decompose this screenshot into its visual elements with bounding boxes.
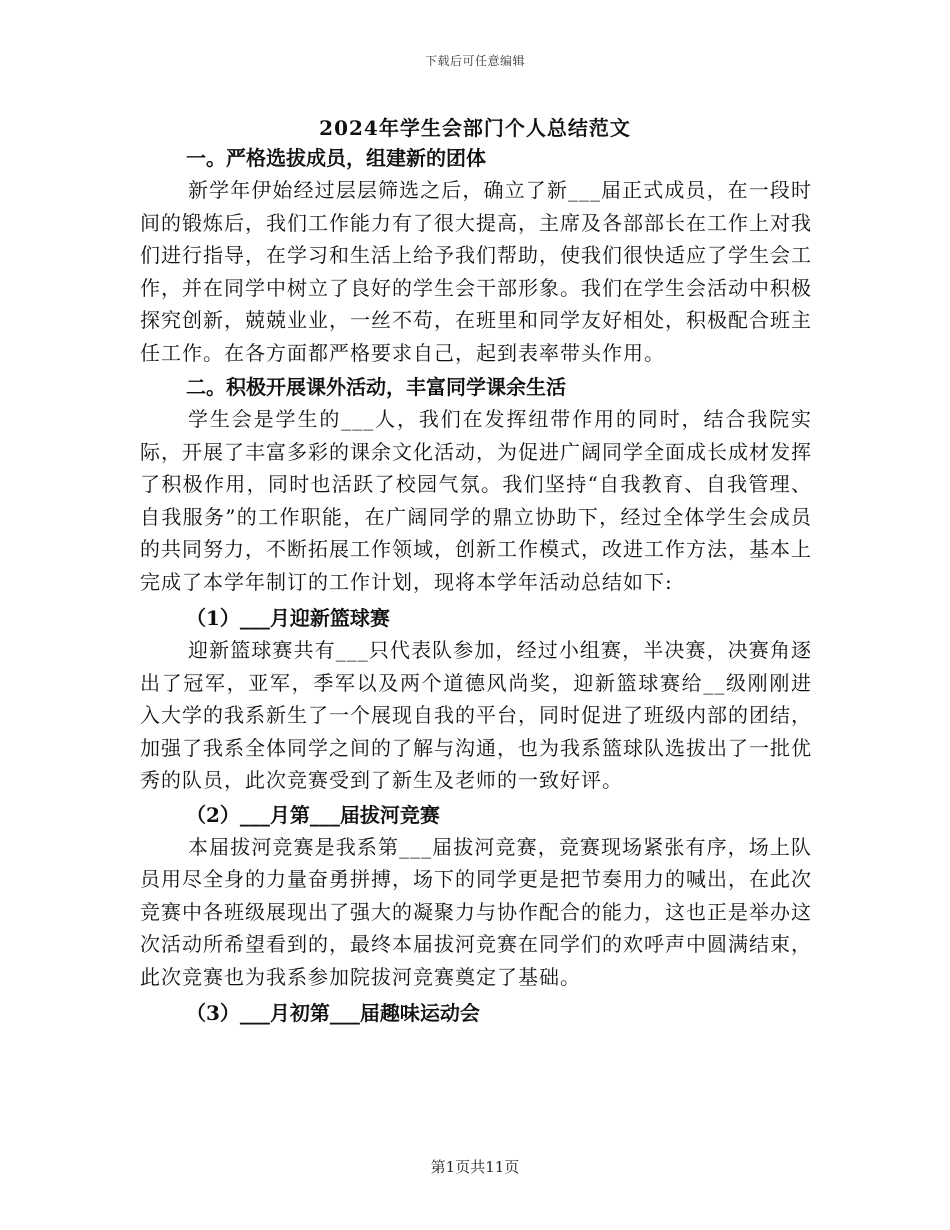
- section-paragraph: 迎新篮球赛共有___只代表队参加，经过小组赛，半决赛，决赛角逐出了冠军，亚军，季军以及两个道德风尚奖，迎新篮球赛给__级刚刚进入大学的我系新生了一个展现自我的平台，同时促进了班级内部的团结，加强了我系全体同学之间的了解与沟通，也为我系篮球队选拔出了一批优秀的队员，此次竞赛受到了新生及老师的一致好评。: [140, 638, 812, 792]
- section-heading: 二。积极开展课外活动，丰富同学课余生活: [186, 375, 566, 399]
- section-heading: （1）___月迎新篮球赛: [186, 606, 390, 630]
- section-heading: （3）___月初第___届趣味运动会: [186, 1001, 480, 1025]
- document-title: 2024年学生会部门个人总结范文: [319, 116, 631, 140]
- section-3: [140, 602, 812, 797]
- header-note: 下载后可任意编辑: [424, 54, 525, 68]
- section-paragraph: 学生会是学生的___人，我们在发挥纽带作用的同时，结合我院实际，开展了丰富多彩的课余文化活动，为促进广阔同学全面成长成材发挥了积极作用，同时也活跃了校园气氛。我们坚持“自我教育、自我管理、自我服务”的工作职能，在广阔同学的鼎立协助下，经过全体学生会成员的共同努力，不断拓展工作领域，创新工作模式，改进工作方法，基本上完成了本学年制订的工作计划，现将本学年活动总结如下:: [140, 407, 812, 594]
- section-2: [140, 371, 812, 598]
- section-paragraph: 新学年伊始经过层层筛选之后，确立了新___届正式成员，在一段时间的锻炼后，我们工作能力有了很大提高，主席及各部部长在工作上对我们进行指导，在学习和生活上给予我们帮助，使我们很快适应了学生会工作，并在同学中树立了良好的学生会干部形象。我们在学生会活动中积极探究创新，兢兢业业，一丝不苟，在班里和同学友好相处，积极配合班主任工作。在各方面都严格要求自己，起到表率带头作用。: [140, 178, 812, 365]
- section-paragraph: 本届拔河竞赛是我系第___届拔河竞赛，竞赛现场紧张有序，场上队员用尽全身的力量奋勇拼搏，场下的同学更是把节奏用力的喊出，在此次竞赛中各班级展现出了强大的凝聚力与协作配合的能力，这也正是举办这次活动所希望看到的，最终本届拔河竞赛在同学们的欢呼声中圆满结束，此次竞赛也为我系参加院拔河竞赛奠定了基础。: [140, 834, 812, 989]
- section-heading: 一。严格选拔成员，组建新的团体: [186, 146, 486, 170]
- section-1: [140, 142, 812, 369]
- section-5: [140, 997, 812, 1029]
- section-heading: （2）___月第___届拔河竞赛: [186, 802, 440, 827]
- section-4: [140, 799, 812, 994]
- page-number-footer: 第1页共11页: [430, 1158, 520, 1176]
- document-body: [140, 140, 812, 1029]
